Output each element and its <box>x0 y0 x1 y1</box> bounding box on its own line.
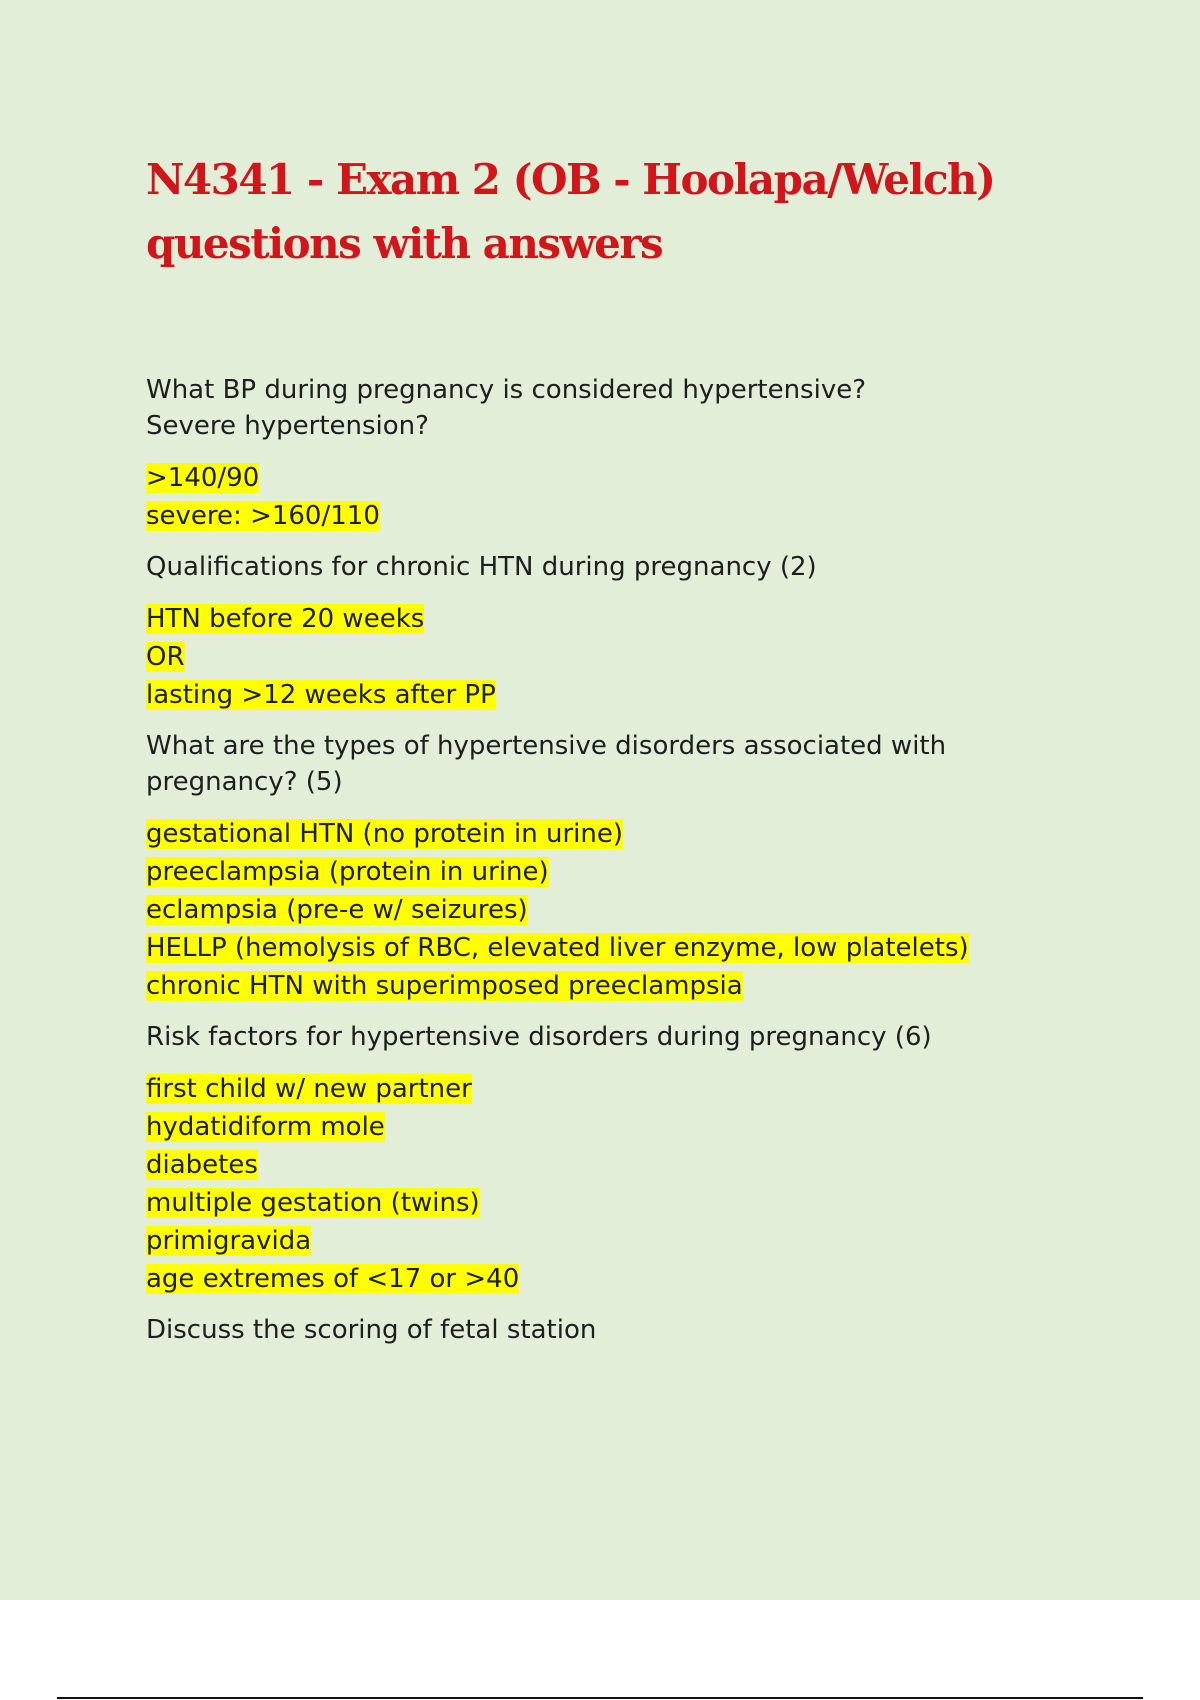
question-text: pregnancy? (5) <box>146 767 343 797</box>
answer-4 <box>146 1070 1106 1298</box>
title-line-1: N4341 - Exam 2 (OB - Hoolapa/Welch) <box>146 155 995 204</box>
answer-line: hydatidiform mole <box>146 1112 385 1142</box>
title-line-2: questions with answers <box>146 219 663 268</box>
footer-divider <box>57 1697 1143 1699</box>
answer-line: diabetes <box>146 1150 258 1180</box>
answer-line: primigravida <box>146 1226 312 1256</box>
question-text: Risk factors for hypertensive disorders during pregnancy (6) <box>146 1022 932 1052</box>
document-content <box>146 148 1106 1363</box>
question-text: What BP during pregnancy is considered hypertensive? <box>146 375 867 405</box>
answer-line: lasting >12 weeks after PP <box>146 680 496 710</box>
answer-line: gestational HTN (no protein in urine) <box>146 819 624 849</box>
answer-line: first child w/ new partner <box>146 1074 472 1104</box>
answer-line: age extremes of <17 or >40 <box>146 1264 520 1294</box>
question-text: Discuss the scoring of fetal station <box>146 1315 597 1345</box>
question-text: Qualifications for chronic HTN during pregnancy (2) <box>146 552 817 582</box>
question-text: Severe hypertension? <box>146 411 429 441</box>
answer-line: >140/90 <box>146 463 260 493</box>
question-3 <box>146 728 1106 800</box>
answer-line: preeclampsia (protein in urine) <box>146 857 549 887</box>
answer-line: chronic HTN with superimposed preeclampsia <box>146 971 743 1001</box>
answer-line: HTN before 20 weeks <box>146 604 425 634</box>
answer-2 <box>146 600 1106 714</box>
answer-3 <box>146 815 1106 1005</box>
answer-line: HELLP (hemolysis of RBC, elevated liver enzyme, low platelets) <box>146 933 969 963</box>
answer-line: severe: >160/110 <box>146 501 380 531</box>
question-text: What are the types of hypertensive disorders associated with <box>146 731 947 761</box>
question-2 <box>146 549 1106 585</box>
document-title <box>146 148 1106 276</box>
answer-line: multiple gestation (twins) <box>146 1188 480 1218</box>
answer-1 <box>146 459 1106 535</box>
question-1 <box>146 372 1106 444</box>
qa-list <box>146 372 1106 1348</box>
answer-line: eclampsia (pre-e w/ seizures) <box>146 895 528 925</box>
question-4 <box>146 1019 1106 1055</box>
question-5 <box>146 1312 1106 1348</box>
answer-line: OR <box>146 642 185 672</box>
